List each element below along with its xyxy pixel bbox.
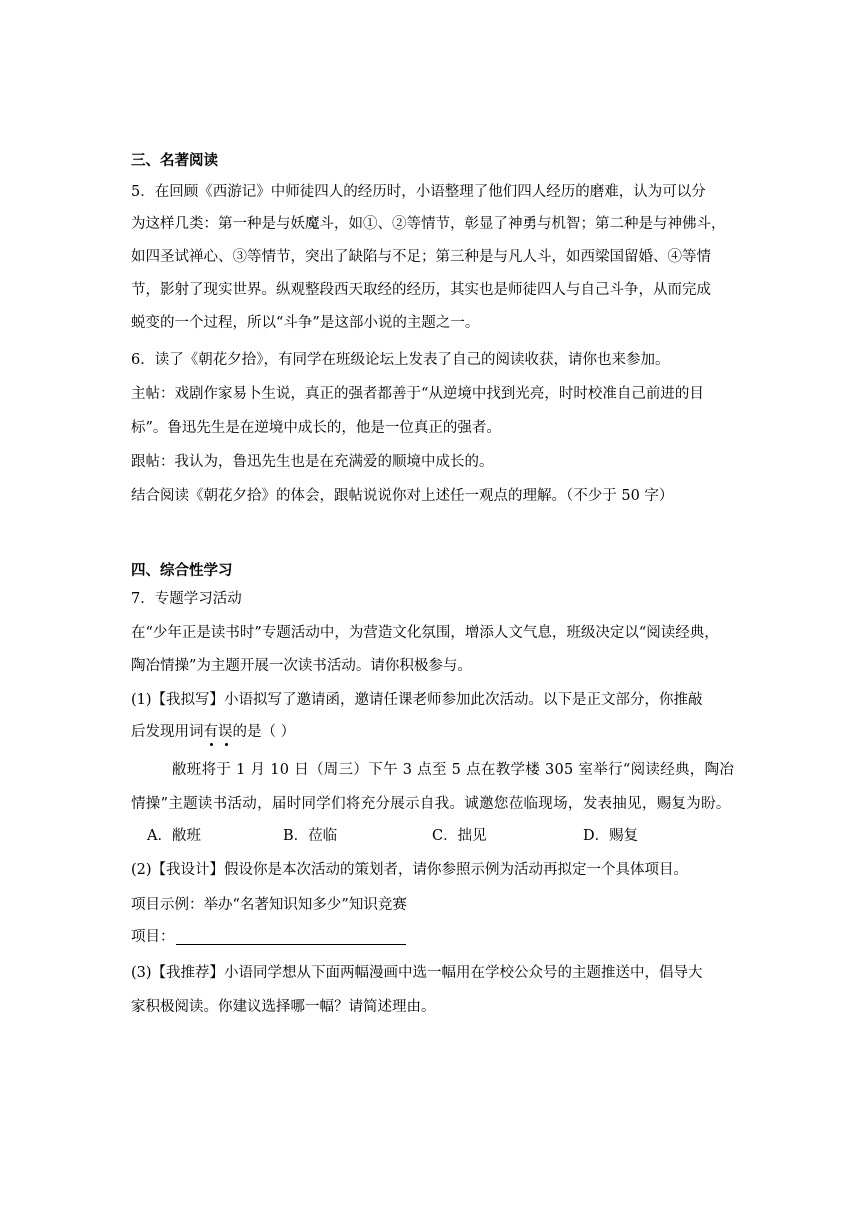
q5-line-4: 节，影射了现实世界。纵观整段西天取经的经历，其实也是师徒四人与自己斗争，从而完成 (131, 282, 711, 298)
q7-intro-line-1: 在“少年正是读书时”专题活动中，为营造文化氛围，增添人文气息，班级决定以“阅读经典， (131, 625, 719, 641)
q6-task: 结合阅读《朝花夕拾》的体会，跟帖说说你对上述任一观点的理解。（不少于 50 字） (131, 488, 674, 504)
q7-title: 7．专题学习活动 (131, 591, 242, 607)
emphasis-dot (225, 743, 228, 746)
emphasis-dotted-word: 有误 (203, 724, 233, 740)
q7-part2-project-label: 项目： (131, 929, 175, 945)
q7-part1-line-2 (131, 722, 295, 742)
section-title-famous-books: 三、名著阅读 (131, 153, 218, 169)
option-c[interactable]: C．拙见 (432, 828, 487, 844)
q7-part2-example: 项目示例：举办“名著知识知多少”知识竞赛 (131, 897, 407, 913)
answer-blank-line[interactable] (176, 944, 406, 945)
q5-line-1: 5．在回顾《西游记》中师徒四人的经历时，小语整理了他们四人经历的磨难，认为可以分 (131, 184, 706, 200)
q7-part3-line-1: (3)【我推荐】小语同学想从下面两幅漫画中选一幅用在学校公众号的主题推送中，倡导大 (131, 965, 703, 981)
q7-part3-line-2: 家积极阅读。你建议选择哪一幅？请简述理由。 (131, 999, 436, 1015)
option-d[interactable]: D．赐复 (583, 828, 639, 844)
option-b[interactable]: B．莅临 (283, 828, 338, 844)
q7-part1-line-2-suffix: 的是（ ） (232, 724, 296, 740)
q7-part1-line-2-prefix: 后发现用词 (131, 724, 204, 740)
q6-intro: 6．读了《朝花夕拾》，有同学在班级论坛上发表了自己的阅读收获，请你也来参加。 (131, 352, 670, 368)
q5-line-2: 为这样几类：第一种是与妖魔斗，如①、②等情节，彰显了神勇与机智；第二种是与神佛斗， (131, 216, 726, 232)
invitation-letter-line-2: 情操”主题读书活动，届时同学们将充分展示自我。诚邀您莅临现场，发表抽见，赐复为盼。 (131, 796, 731, 812)
q6-main-post-line-2: 标”。鲁迅先生是在逆境中成长的，他是一位真正的强者。 (131, 420, 501, 436)
q6-reply-post: 跟帖：我认为，鲁迅先生也是在充满爱的顺境中成长的。 (131, 454, 494, 470)
q7-part1-line-1: (1)【我拟写】小语拟写了邀请函，邀请任课老师参加此次活动。以下是正文部分，你推敲 (131, 692, 703, 708)
invitation-letter-line-1: 敝班将于 1 月 10 日（周三）下午 3 点至 5 点在教学楼 305 室举行“阅读经典，陶冶 (172, 762, 735, 778)
q6-main-post-line-1: 主帖：戏剧作家易卜生说，真正的强者都善于“从逆境中找到光亮，时时校准自己前进的目 (131, 386, 704, 402)
q5-line-3: 如四圣试禅心、③等情节，突出了缺陷与不足；第三种是与凡人斗，如西梁国留婚、④等情 (131, 249, 711, 265)
q5-line-5: 蜕变的一个过程，所以“斗争”是这部小说的主题之一。 (131, 315, 480, 331)
section-title-integrated-learning: 四、综合性学习 (131, 563, 233, 579)
emphasis-dot (210, 743, 213, 746)
q7-intro-line-2: 陶冶情操”为主题开展一次读书活动。请你积极参与。 (131, 658, 472, 674)
q7-part2-line-1: (2)【我设计】假设你是本次活动的策划者，请你参照示例为活动再拟定一个具体项目。 (131, 862, 689, 878)
option-a[interactable]: A．敝班 (147, 828, 201, 844)
emphasis-dotted-text (204, 724, 233, 740)
